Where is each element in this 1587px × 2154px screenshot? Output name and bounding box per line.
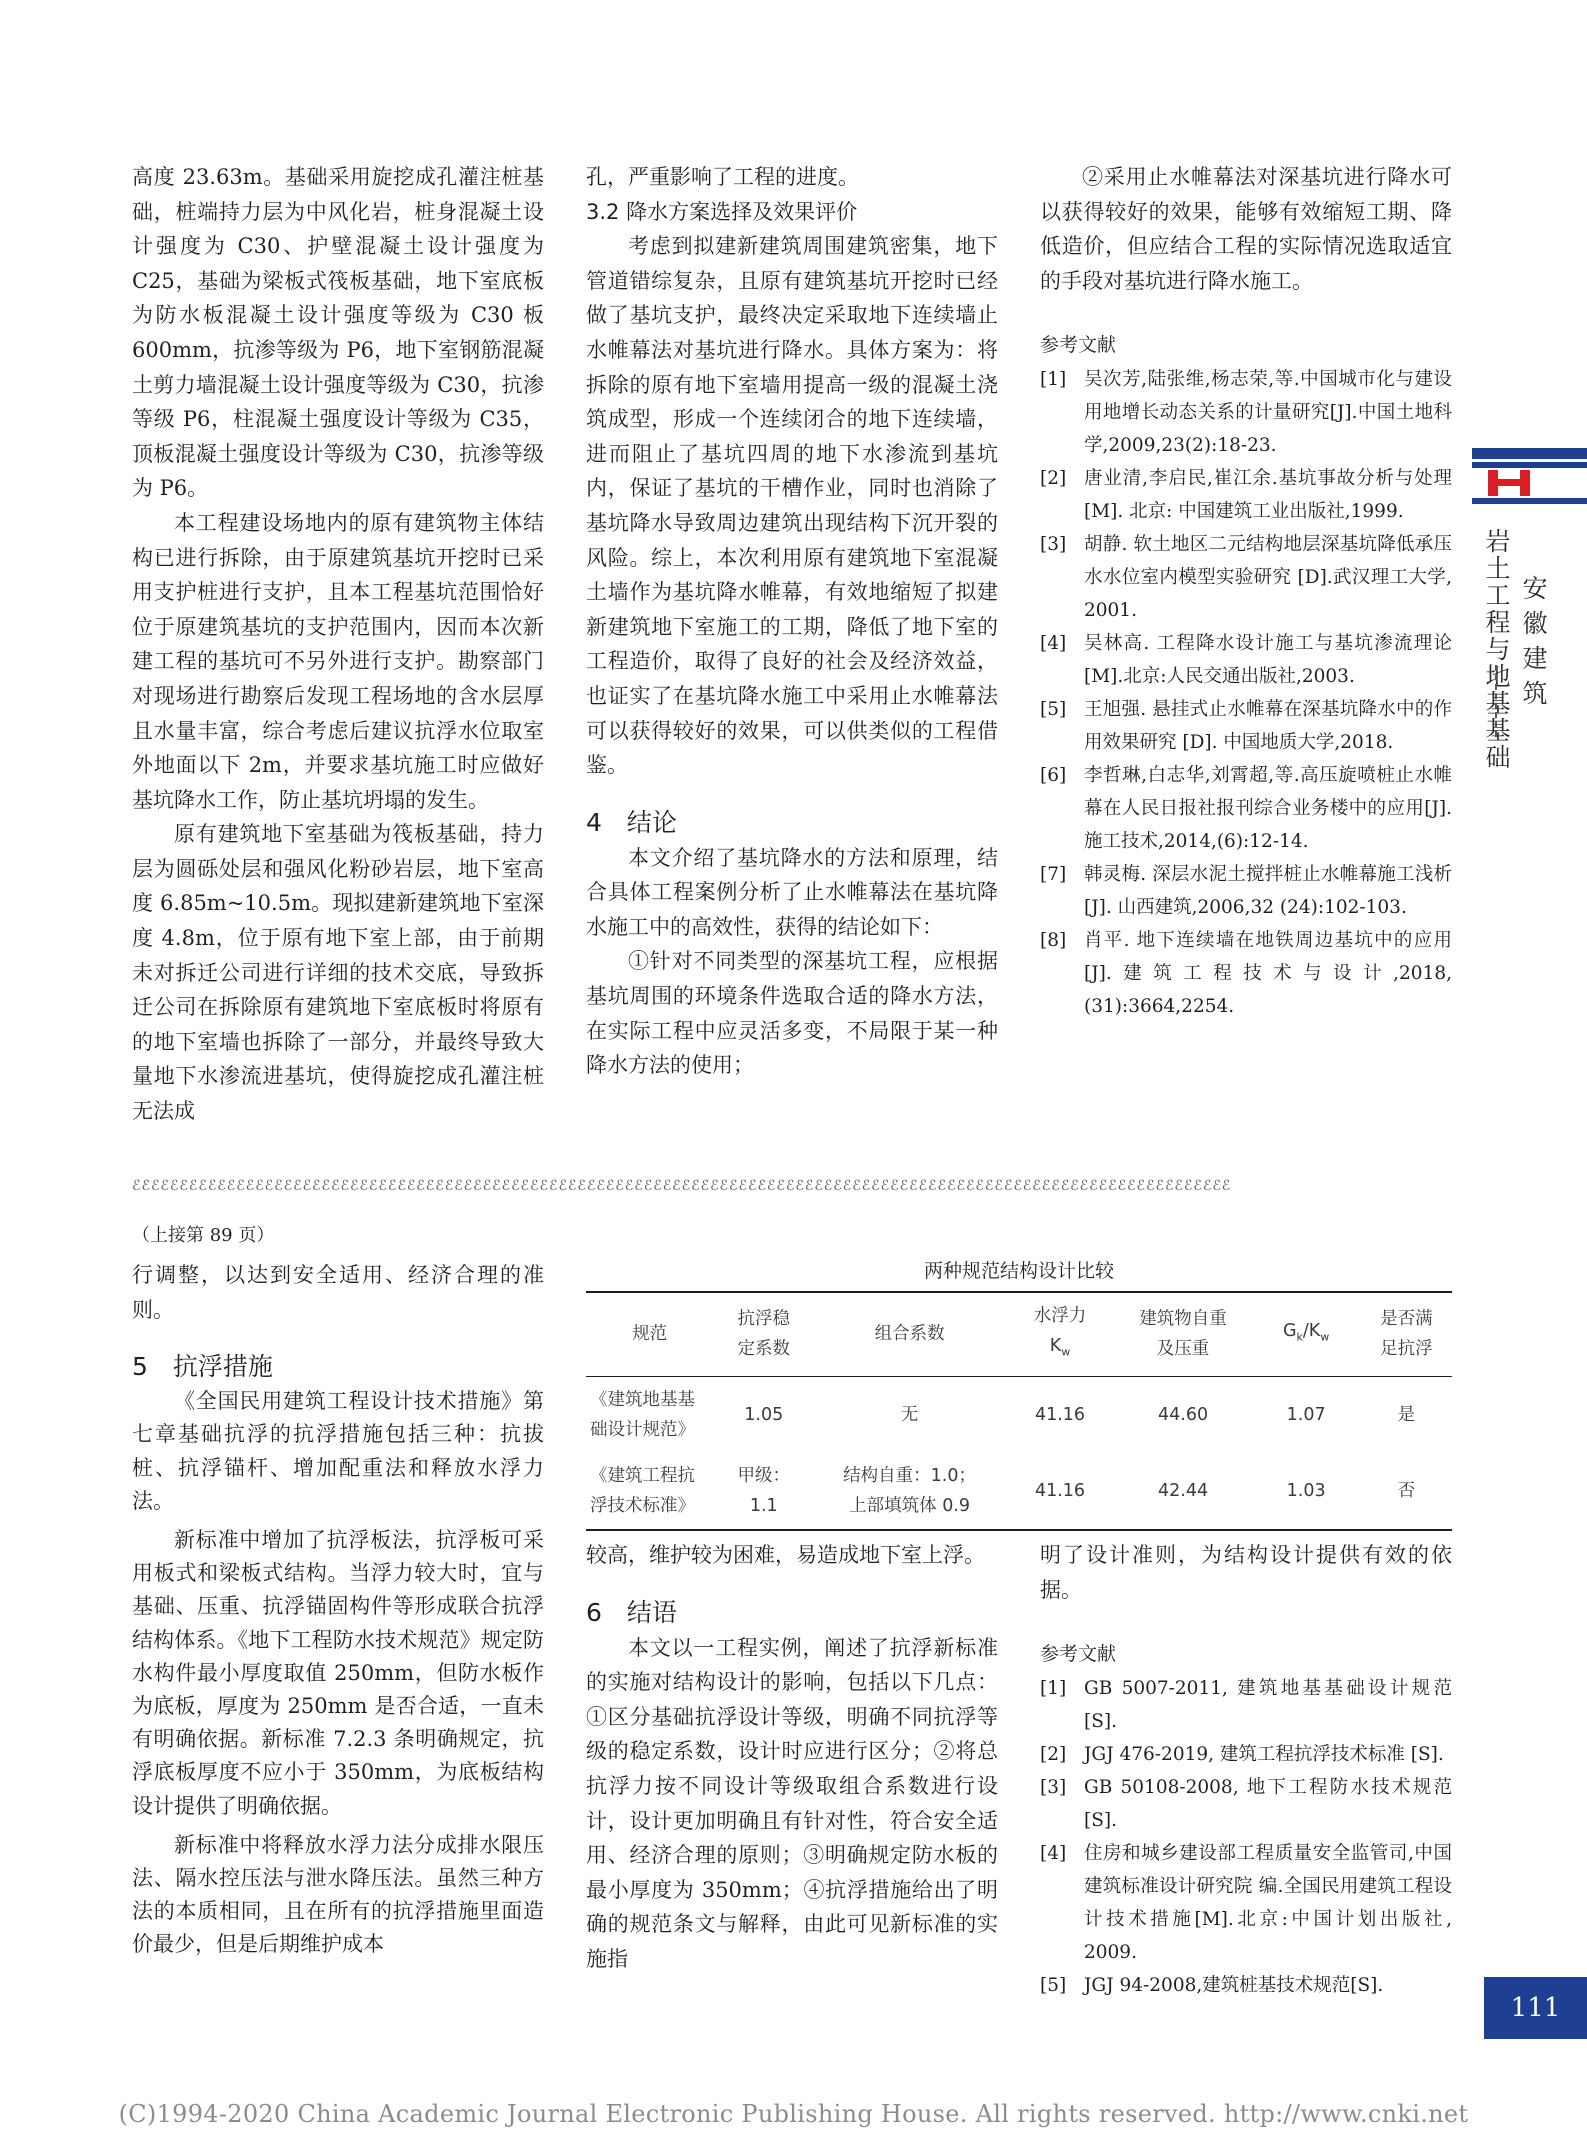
reference-text: 住房和城乡建设部工程质量安全监管司,中国建筑标准设计研究院 编.全国民用建筑工程设计技术措施[M].北京:中国计划出版社, 2009. xyxy=(1084,1842,1452,1963)
reference-item xyxy=(1040,528,1452,627)
reference-item xyxy=(1040,1969,1452,2002)
table-cell: 1.03 xyxy=(1251,1453,1360,1530)
body-paragraph: 行调整，以达到安全适用、经济合理的准则。 xyxy=(132,1263,544,1322)
table-cell: 否 xyxy=(1361,1453,1452,1530)
top-column-1 xyxy=(132,160,544,1129)
reference-number: [5] xyxy=(1040,1974,1067,1996)
table-header: 组合系数 xyxy=(814,1292,1005,1376)
reference-item xyxy=(1040,1837,1452,1969)
body-paragraph: ①针对不同类型的深基坑工程，应根据基坑周围的环境条件选取合适的降水方法，在实际工程中应灵活多变，不局限于某一种降水方法的使用； xyxy=(586,949,998,1078)
ornamental-divider: ℰℰℰℰℰℰℰℰℰℰℰℰℰℰℰℰℰℰℰℰℰℰℰℰℰℰℰℰℰℰℰℰℰℰℰℰℰℰℰℰℰℰℰℰℰℰℰℰℰℰℰℰℰℰℰℰℰℰℰℰℰℰℰℰℰℰℰℰℰℰℰℰℰℰℰℰℰℰℰℰℰℰℰℰℰℰℰℰℰℰℰℰℰℰℰℰℰℰℰℰℰℰℰℰℰℰℰℰℰℰℰℰℰℰℰℰ xyxy=(132,1178,1232,1194)
reference-item xyxy=(1040,1738,1452,1771)
table-cell: 44.60 xyxy=(1158,1404,1209,1425)
table-cell: 甲级： 1.1 xyxy=(714,1453,814,1530)
reference-number: [1] xyxy=(1040,1677,1067,1699)
reference-item xyxy=(1040,1771,1452,1837)
reference-text: JGJ 476-2019, 建筑工程抗浮技术标准 [S]. xyxy=(1084,1743,1444,1765)
table-cell: 无 xyxy=(900,1404,919,1425)
reference-item xyxy=(1040,693,1452,759)
table-header: 规范 xyxy=(586,1292,714,1376)
bottom-column-1 xyxy=(132,1258,544,1962)
section-heading: 4 结论 xyxy=(586,807,677,837)
table-cell: 是 xyxy=(1397,1404,1416,1425)
reference-item xyxy=(1040,1672,1452,1738)
top-column-3 xyxy=(1040,160,1452,1023)
reference-number: [3] xyxy=(1040,533,1067,555)
bottom-column-2 xyxy=(586,1538,998,1977)
body-paragraph: 原有建筑地下室基础为筏板基础，持力层为圆砾处层和强风化粉砂岩层，地下室高度 6.85m~10.5m。现拟建新建筑地下室深度 4.8m，位于原有地下室上部，由于前期未对拆迁公司进行详细的技术交底，导致拆迁公司在拆除原有建筑地下室底板时将原有的地下室墙也拆除了一部分，并最终导致大量地下水渗流进基坑，使得旋挖成孔灌注桩无法成 xyxy=(132,822,544,1124)
bottom-column-3 xyxy=(1040,1538,1452,2002)
reference-number: [7] xyxy=(1040,863,1067,885)
reference-item xyxy=(1040,858,1452,924)
table-cell: 1.05 xyxy=(744,1404,784,1425)
body-paragraph: 明了设计准则，为结构设计提供有效的依据。 xyxy=(1040,1543,1452,1602)
table-row xyxy=(586,1453,1452,1530)
page-number: 111 xyxy=(1484,1977,1587,2039)
reference-number: [5] xyxy=(1040,698,1067,720)
journal-section-label: 岩土工程与地基基础 xyxy=(1482,528,1511,771)
continued-note: （上接第 89 页） xyxy=(132,1225,275,1246)
reference-text: 吴林高. 工程降水设计施工与基坑渗流理论[M].北京:人民交通出版社,2003. xyxy=(1084,632,1452,687)
table-row xyxy=(586,1376,1452,1453)
reference-item xyxy=(1040,924,1452,1023)
table-cell: 1.07 xyxy=(1286,1404,1326,1425)
body-paragraph: 《全国民用建筑工程设计技术措施》第七章基础抗浮的抗浮措施包括三种：抗拔桩、抗浮锚杆、增加配重法和释放水浮力法。 xyxy=(132,1389,544,1513)
table-cell: 41.16 xyxy=(1034,1404,1086,1425)
reference-number: [4] xyxy=(1040,1842,1067,1864)
section-heading: 5 抗浮措施 xyxy=(132,1352,273,1382)
reference-number: [3] xyxy=(1040,1776,1067,1798)
table-cell: 42.44 xyxy=(1115,1453,1252,1530)
reference-number: [6] xyxy=(1040,764,1067,786)
reference-text: 唐业清,李启民,崔江余.基坑事故分析与处理 [M]. 北京: 中国建筑工业出版社,1999. xyxy=(1084,467,1452,522)
table-header: 建筑物自重 及压重 xyxy=(1115,1292,1252,1376)
body-paragraph: 高度 23.63m。基础采用旋挖成孔灌注桩基础，桩端持力层为中风化岩，桩身混凝土设计强度为 C30、护壁混凝土设计强度为 C25，基础为梁板式筏板基础，地下室底板为防水板混凝土设计强度等级为 C30 板 600mm，抗渗等级为 P6，地下室钢筋混凝土剪力墙混凝土设计强度等级为 C30，抗渗等级 P6，柱混凝土强度设计等级为 C35，顶板混凝土强度设计等级为 C30，抗渗等级为 P6。 xyxy=(132,165,544,501)
body-paragraph: 新标准中增加了抗浮板法，抗浮板可采用板式和梁板式结构。当浮力较大时，宜与基础、压重、抗浮锚固构件等形成联合抗浮结构体系。《地下工程防水技术规范》规定防水构件最小厚度取值 250mm，但防水板作为底板，厚度为 250mm 是否合适，一直未有明确依据。新标准 7.2.3 条明确规定，抗浮底板厚度不应小于 350mm，为底板结构设计提供了明确依据。 xyxy=(132,1528,544,1818)
journal-logo xyxy=(1472,448,1587,508)
table-header: 是否满 足抗浮 xyxy=(1361,1292,1452,1376)
reference-number: [2] xyxy=(1040,467,1067,489)
journal-logo-mark xyxy=(1472,448,1587,508)
reference-number: [4] xyxy=(1040,632,1067,654)
reference-text: 肖平. 地下连续墙在地铁周边基坑中的应用[J].建筑工程技术与设计,2018,(31):3664,2254. xyxy=(1084,929,1452,1017)
body-paragraph: 考虑到拟建新建筑周围建筑密集，地下管道错综复杂，且原有建筑基坑开挖时已经做了基坑支护，最终决定采取地下连续墙止水帷幕法对基坑进行降水。具体方案为：将拆除的原有地下室墙用提高一级的混凝土浇筑成型，形成一个连续闭合的地下连续墙，进而阻止了基坑四周的地下水渗流到基坑内，保证了基坑的干槽作业，同时也消除了基坑降水导致周边建筑出现结构下沉开裂的风险。综上，本次利用原有建筑地下室混凝土墙作为基坑降水帷幕，有效地缩短了拟建新建筑地下室施工的工期，降低了地下室的工程造价，取得了良好的社会及经济效益，也证实了在基坑降水施工中采用止水帷幕法可以获得较好的效果，可以供类似的工程借鉴。 xyxy=(586,234,998,778)
body-paragraph: 新标准中将释放水浮力法分成排水限压法、隔水控压法与泄水降压法。虽然三种方法的本质相同，且在所有的抗浮措施里面造价最少，但是后期维护成本 xyxy=(132,1832,544,1957)
reference-list xyxy=(1040,363,1452,1023)
table-cell: 《建筑工程抗 浮技术标准》 xyxy=(586,1453,714,1530)
body-paragraph: 本文以一工程实例，阐述了抗浮新标准的实施对结构设计的影响，包括以下几点：①区分基础抗浮设计等级，明确不同抗浮等级的稳定系数，设计时应进行区分；②将总抗浮力按不同设计等级取组合系数进行设计，设计更加明确且有针对性，符合安全适用、经济合理的原则；③明确规定防水板的最小厚度为 350mm；④抗浮措施给出了明确的规范条文与解释，由此可见新标准的实施指 xyxy=(586,1635,998,1971)
reference-list xyxy=(1040,1672,1452,2002)
references-title: 参考文献 xyxy=(1040,334,1117,357)
side-dashed-line xyxy=(1495,665,1497,737)
top-column-2 xyxy=(586,160,998,1083)
reference-text: JGJ 94-2008,建筑桩基技术规范[S]. xyxy=(1084,1974,1384,1996)
comparison-table xyxy=(586,1256,1452,1531)
comparison-table-wrap xyxy=(586,1256,1452,1531)
table-caption: 两种规范结构设计比较 xyxy=(923,1260,1114,1282)
reference-text: 王旭强. 悬挂式止水帷幕在深基坑降水中的作用效果研究 [D]. 中国地质大学,2018. xyxy=(1084,698,1452,753)
reference-number: [8] xyxy=(1040,929,1067,951)
body-paragraph: ②采用止水帷幕法对深基坑进行降水可以获得较好的效果，能够有效缩短工期、降低造价，但应结合工程的实际情况选取适宜的手段对基坑进行降水施工。 xyxy=(1040,165,1452,293)
section-heading: 6 结语 xyxy=(586,1597,677,1627)
table-header: 水浮力 $K_w$ xyxy=(1005,1292,1114,1376)
reference-text: 吴次芳,陆张维,杨志荣,等.中国城市化与建设用地增长动态关系的计量研究[J].中国土地科学,2009,23(2):18-23. xyxy=(1084,368,1452,456)
table-header: 抗浮稳 定系数 xyxy=(714,1292,814,1376)
reference-text: 胡静. 软土地区二元结构地层深基坑降低承压水水位室内模型实验研究 [D].武汉理工大学, 2001. xyxy=(1084,533,1452,621)
table-cell: 结构自重：1.0； 上部填筑体 0.9 xyxy=(814,1453,1005,1530)
table-header-row xyxy=(586,1292,1452,1376)
reference-number: [1] xyxy=(1040,368,1067,390)
reference-text: 韩灵梅. 深层水泥土搅拌桩止水帷幕施工浅析[J]. 山西建筑,2006,32 (24):102-103. xyxy=(1084,863,1452,918)
table-header: $G_k/K_w$ xyxy=(1251,1292,1360,1376)
reference-text: GB 5007-2011, 建筑地基基础设计规范 [S]. xyxy=(1084,1677,1452,1732)
copyright-footer: (C)1994-2020 China Academic Journal Electronic Publishing House. All rights reserved. http://www.cnki.net xyxy=(118,2100,1469,2128)
body-paragraph: 较高，维护较为困难，易造成地下室上浮。 xyxy=(586,1543,985,1567)
table-cell: 41.16 xyxy=(1005,1453,1114,1530)
reference-item xyxy=(1040,363,1452,462)
references-title: 参考文献 xyxy=(1040,1643,1117,1666)
table-cell: 《建筑地基基 础设计规范》 xyxy=(590,1389,695,1440)
body-paragraph: 本文介绍了基坑降水的方法和原理，结合具体工程案例分析了止水帷幕法在基坑降水施工中的高效性，获得的结论如下： xyxy=(586,845,998,939)
subsection-heading: 3.2 降水方案选择及效果评价 xyxy=(586,199,858,224)
reference-text: GB 50108-2008, 地下工程防水技术规范 [S]. xyxy=(1084,1776,1452,1831)
magazine-name: 安徽建筑 xyxy=(1519,575,1548,715)
body-paragraph: 孔，严重影响了工程的进度。 xyxy=(586,165,859,189)
reference-item xyxy=(1040,462,1452,528)
reference-text: 李哲琳,白志华,刘霄超,等.高压旋喷桩止水帷幕在人民日报社报刊综合业务楼中的应用[J].施工技术,2014,(6):12-14. xyxy=(1084,764,1452,852)
reference-item xyxy=(1040,627,1452,693)
reference-item xyxy=(1040,759,1452,858)
body-paragraph: 本工程建设场地内的原有建筑物主体结构已进行拆除，由于原建筑基坑开挖时已采用支护桩进行支护，且本工程基坑范围恰好位于原建筑基坑的支护范围内，因而本次新建工程的基坑可不另外进行支护。勘察部门对现场进行勘察后发现工程场地的含水层厚且水量丰富，综合考虑后建议抗浮水位取室外地面以下 2m，并要求基坑施工时应做好基坑降水工作，防止基坑坍塌的发生。 xyxy=(132,510,544,812)
reference-number: [2] xyxy=(1040,1743,1067,1765)
